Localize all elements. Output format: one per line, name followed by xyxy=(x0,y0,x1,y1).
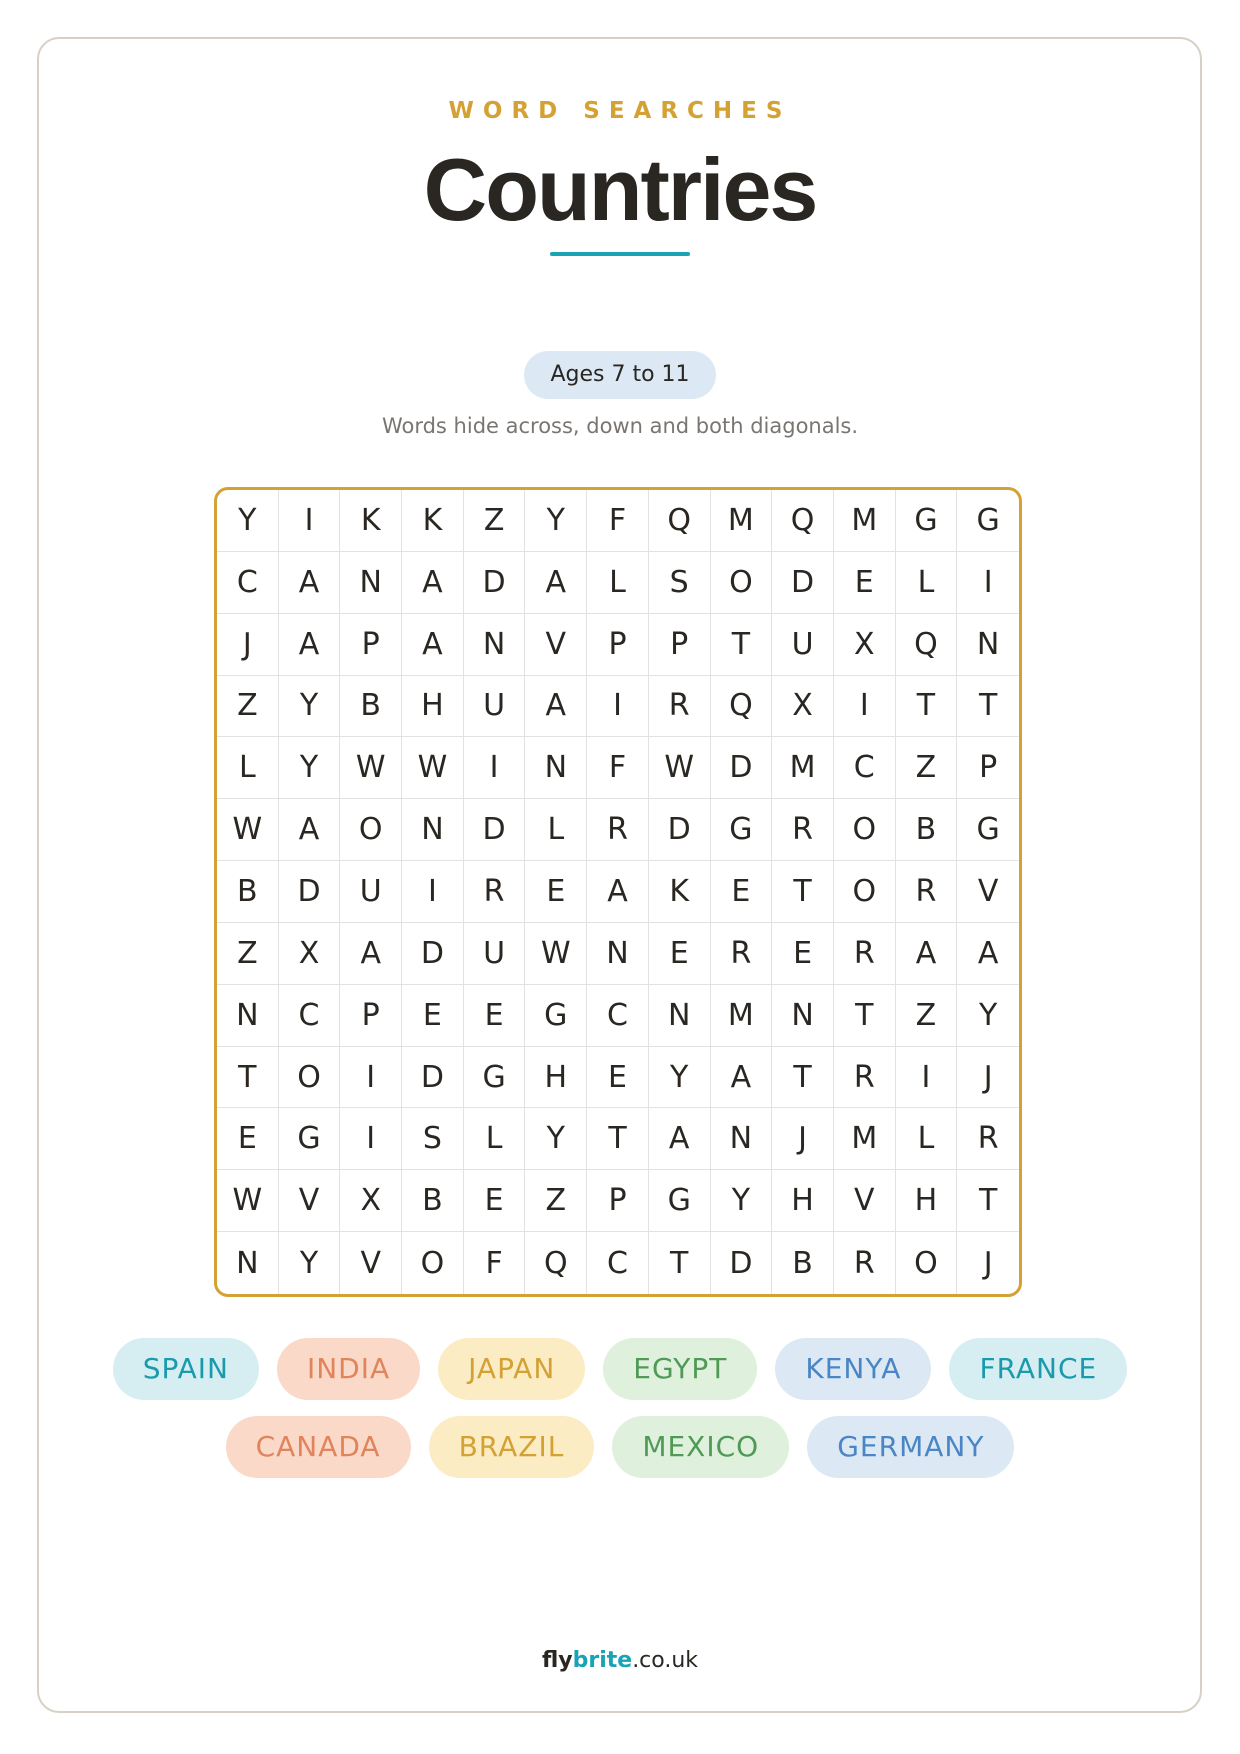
grid-cell[interactable]: L xyxy=(217,737,279,799)
grid-cell[interactable]: Y xyxy=(279,676,341,738)
grid-cell[interactable]: C xyxy=(217,552,279,614)
grid-cell[interactable]: N xyxy=(217,1232,279,1294)
grid-cell[interactable]: W xyxy=(525,923,587,985)
grid-cell[interactable]: D xyxy=(402,923,464,985)
grid-cell[interactable]: A xyxy=(279,552,341,614)
grid-cell[interactable]: G xyxy=(649,1170,711,1232)
grid-cell[interactable]: T xyxy=(957,1170,1019,1232)
grid-cell[interactable]: P xyxy=(957,737,1019,799)
grid-cell[interactable]: V xyxy=(957,861,1019,923)
word-search-grid-frame xyxy=(214,487,1022,1297)
grid-cell[interactable]: V xyxy=(340,1232,402,1294)
grid-cell[interactable]: M xyxy=(834,490,896,552)
grid-cell[interactable]: D xyxy=(649,799,711,861)
grid-cell[interactable]: D xyxy=(402,1047,464,1109)
grid-cell[interactable]: O xyxy=(340,799,402,861)
grid-cell[interactable]: W xyxy=(649,737,711,799)
grid-cell[interactable]: R xyxy=(957,1108,1019,1170)
grid-cell[interactable]: Y xyxy=(217,490,279,552)
grid-cell[interactable]: Q xyxy=(896,614,958,676)
grid-cell[interactable]: F xyxy=(587,737,649,799)
grid-cell[interactable]: Y xyxy=(279,1232,341,1294)
grid-cell[interactable]: G xyxy=(957,799,1019,861)
grid-cell[interactable]: Z xyxy=(896,985,958,1047)
grid-cell[interactable]: E xyxy=(711,861,773,923)
grid-cell[interactable]: R xyxy=(587,799,649,861)
grid-cell[interactable]: P xyxy=(340,614,402,676)
grid-cell[interactable]: E xyxy=(525,861,587,923)
instructions-text: Words hide across, down and both diagonals. xyxy=(381,414,859,438)
grid-cell[interactable]: V xyxy=(834,1170,896,1232)
grid-cell[interactable]: T xyxy=(649,1232,711,1294)
grid-cell[interactable]: S xyxy=(649,552,711,614)
grid-cell[interactable]: T xyxy=(834,985,896,1047)
grid-cell[interactable]: D xyxy=(772,552,834,614)
grid-cell[interactable]: Y xyxy=(525,490,587,552)
word-list xyxy=(100,1338,1140,1478)
grid-cell[interactable]: Q xyxy=(525,1232,587,1294)
grid-cell[interactable]: T xyxy=(957,676,1019,738)
grid-cell[interactable]: K xyxy=(402,490,464,552)
grid-cell[interactable]: P xyxy=(649,614,711,676)
word-chip-canada: CANADA xyxy=(226,1416,411,1478)
grid-cell[interactable]: R xyxy=(649,676,711,738)
grid-cell[interactable]: E xyxy=(587,1047,649,1109)
grid-cell[interactable]: O xyxy=(711,552,773,614)
grid-cell[interactable]: T xyxy=(772,861,834,923)
grid-cell[interactable]: D xyxy=(279,861,341,923)
grid-cell[interactable]: F xyxy=(587,490,649,552)
grid-cell[interactable]: A xyxy=(896,923,958,985)
grid-cell[interactable]: Z xyxy=(217,676,279,738)
grid-cell[interactable]: A xyxy=(402,552,464,614)
grid-cell[interactable]: B xyxy=(772,1232,834,1294)
grid-cell[interactable]: N xyxy=(649,985,711,1047)
grid-cell[interactable]: K xyxy=(340,490,402,552)
grid-cell[interactable]: G xyxy=(525,985,587,1047)
footer-brand xyxy=(0,1648,1240,1673)
grid-cell[interactable]: L xyxy=(525,799,587,861)
word-chip-spain: SPAIN xyxy=(113,1338,259,1400)
grid-cell[interactable]: R xyxy=(834,923,896,985)
grid-cell[interactable]: N xyxy=(402,799,464,861)
grid-cell[interactable]: H xyxy=(402,676,464,738)
grid-cell[interactable]: O xyxy=(834,799,896,861)
grid-cell[interactable]: Y xyxy=(711,1170,773,1232)
grid-cell[interactable]: F xyxy=(464,1232,526,1294)
brand-name-part-1: fly xyxy=(541,1648,573,1673)
grid-cell[interactable]: A xyxy=(525,676,587,738)
grid-cell[interactable]: D xyxy=(464,552,526,614)
grid-cell[interactable]: D xyxy=(711,1232,773,1294)
page-title: Countries xyxy=(423,140,817,239)
grid-cell[interactable]: J xyxy=(957,1047,1019,1109)
grid-cell[interactable]: H xyxy=(896,1170,958,1232)
grid-cell[interactable]: A xyxy=(340,923,402,985)
grid-cell[interactable]: U xyxy=(772,614,834,676)
word-chip-mexico: MEXICO xyxy=(612,1416,789,1478)
word-search-grid xyxy=(217,490,1019,1294)
grid-cell[interactable]: W xyxy=(402,737,464,799)
grid-cell[interactable]: O xyxy=(896,1232,958,1294)
grid-cell[interactable]: B xyxy=(217,861,279,923)
grid-cell[interactable]: A xyxy=(402,614,464,676)
grid-cell[interactable]: G xyxy=(711,799,773,861)
grid-cell[interactable]: H xyxy=(772,1170,834,1232)
grid-cell[interactable]: H xyxy=(525,1047,587,1109)
grid-cell[interactable]: G xyxy=(279,1108,341,1170)
grid-cell[interactable]: L xyxy=(896,552,958,614)
word-chip-japan: JAPAN xyxy=(438,1338,585,1400)
grid-cell[interactable]: P xyxy=(340,985,402,1047)
grid-cell[interactable]: W xyxy=(217,799,279,861)
grid-cell[interactable]: W xyxy=(340,737,402,799)
grid-cell[interactable]: C xyxy=(587,1232,649,1294)
grid-cell[interactable]: M xyxy=(711,985,773,1047)
grid-cell[interactable]: S xyxy=(402,1108,464,1170)
grid-cell[interactable]: R xyxy=(464,861,526,923)
grid-cell[interactable]: Q xyxy=(649,490,711,552)
grid-cell[interactable]: T xyxy=(587,1108,649,1170)
grid-cell[interactable]: N xyxy=(464,614,526,676)
grid-cell[interactable]: T xyxy=(217,1047,279,1109)
grid-cell[interactable]: Y xyxy=(957,985,1019,1047)
grid-cell[interactable]: R xyxy=(834,1047,896,1109)
grid-cell[interactable]: R xyxy=(834,1232,896,1294)
grid-cell[interactable]: Y xyxy=(649,1047,711,1109)
grid-cell[interactable]: E xyxy=(649,923,711,985)
grid-cell[interactable]: C xyxy=(279,985,341,1047)
grid-cell[interactable]: P xyxy=(587,1170,649,1232)
grid-cell[interactable]: C xyxy=(834,737,896,799)
grid-cell[interactable]: A xyxy=(279,614,341,676)
grid-cell[interactable]: X xyxy=(834,614,896,676)
grid-cell[interactable]: B xyxy=(340,676,402,738)
grid-cell[interactable]: K xyxy=(649,861,711,923)
grid-cell[interactable]: D xyxy=(464,799,526,861)
grid-cell[interactable]: A xyxy=(957,923,1019,985)
grid-cell[interactable]: N xyxy=(217,985,279,1047)
grid-cell[interactable]: E xyxy=(834,552,896,614)
grid-cell[interactable]: I xyxy=(587,676,649,738)
grid-cell[interactable]: X xyxy=(340,1170,402,1232)
grid-cell[interactable]: J xyxy=(983,1245,993,1281)
grid-cell[interactable]: G xyxy=(957,490,1019,552)
grid-cell[interactable]: N xyxy=(957,614,1019,676)
grid-cell[interactable]: A xyxy=(587,861,649,923)
grid-cell[interactable]: Q xyxy=(711,676,773,738)
grid-cell[interactable]: V xyxy=(525,614,587,676)
grid-cell[interactable]: C xyxy=(587,985,649,1047)
grid-cell[interactable]: X xyxy=(279,923,341,985)
grid-cell[interactable]: E xyxy=(217,1108,279,1170)
grid-cell[interactable]: L xyxy=(896,1108,958,1170)
grid-cell[interactable]: L xyxy=(464,1108,526,1170)
grid-cell[interactable]: J xyxy=(772,1108,834,1170)
grid-cell[interactable]: N xyxy=(587,923,649,985)
word-chip-brazil: BRAZIL xyxy=(429,1416,595,1478)
word-chip-kenya: KENYA xyxy=(775,1338,931,1400)
word-chip-germany: GERMANY xyxy=(807,1416,1014,1478)
grid-cell[interactable]: D xyxy=(711,737,773,799)
grid-cell[interactable]: M xyxy=(772,737,834,799)
grid-cell[interactable]: L xyxy=(587,552,649,614)
grid-cell[interactable]: A xyxy=(711,1047,773,1109)
grid-cell[interactable]: U xyxy=(464,676,526,738)
grid-cell[interactable]: T xyxy=(772,1047,834,1109)
grid-cell[interactable]: B xyxy=(896,799,958,861)
grid-cell[interactable]: P xyxy=(587,614,649,676)
grid-cell[interactable]: Q xyxy=(772,490,834,552)
grid-cell[interactable]: E xyxy=(772,923,834,985)
grid-cell[interactable]: B xyxy=(402,1170,464,1232)
grid-cell[interactable]: I xyxy=(957,552,1019,614)
age-range-badge: Ages 7 to 11 xyxy=(524,351,716,399)
grid-cell[interactable]: E xyxy=(402,985,464,1047)
grid-cell[interactable]: I xyxy=(340,1047,402,1109)
grid-cell[interactable]: N xyxy=(711,1108,773,1170)
grid-cell[interactable]: I xyxy=(464,737,526,799)
brand-name-part-2: brite xyxy=(572,1648,633,1673)
grid-cell[interactable]: R xyxy=(772,799,834,861)
section-eyebrow: WORD SEARCHES xyxy=(448,98,792,124)
grid-cell[interactable]: M xyxy=(711,490,773,552)
grid-cell[interactable]: A xyxy=(525,552,587,614)
grid-cell[interactable]: Z xyxy=(896,737,958,799)
grid-cell[interactable]: O xyxy=(834,861,896,923)
grid-cell[interactable]: Z xyxy=(217,923,279,985)
grid-cell[interactable]: X xyxy=(772,676,834,738)
grid-cell[interactable]: A xyxy=(279,799,341,861)
grid-cell[interactable]: I xyxy=(402,861,464,923)
grid-cell[interactable]: N xyxy=(340,552,402,614)
grid-cell[interactable]: R xyxy=(711,923,773,985)
word-chip-india: INDIA xyxy=(277,1338,420,1400)
grid-cell[interactable]: G xyxy=(464,1047,526,1109)
grid-cell[interactable]: T xyxy=(711,614,773,676)
grid-cell[interactable]: O xyxy=(402,1232,464,1294)
grid-cell[interactable]: T xyxy=(896,676,958,738)
grid-cell[interactable]: Z xyxy=(525,1170,587,1232)
title-underline xyxy=(550,252,690,256)
grid-cell[interactable]: V xyxy=(279,1170,341,1232)
grid-cell[interactable]: I xyxy=(896,1047,958,1109)
grid-cell[interactable]: Z xyxy=(464,490,526,552)
grid-cell[interactable]: G xyxy=(896,490,958,552)
word-chip-france: FRANCE xyxy=(949,1338,1127,1400)
grid-cell[interactable]: N xyxy=(525,737,587,799)
grid-cell[interactable]: I xyxy=(279,490,341,552)
grid-cell[interactable]: I xyxy=(834,676,896,738)
grid-cell[interactable]: O xyxy=(279,1047,341,1109)
grid-cell[interactable]: R xyxy=(896,861,958,923)
grid-cell[interactable]: E xyxy=(464,985,526,1047)
grid-cell[interactable]: Y xyxy=(279,737,341,799)
brand-domain: .co.uk xyxy=(632,1648,699,1673)
word-chip-egypt: EGYPT xyxy=(603,1338,757,1400)
grid-cell[interactable]: J xyxy=(217,614,279,676)
grid-cell[interactable]: E xyxy=(464,1170,526,1232)
grid-cell[interactable]: M xyxy=(834,1108,896,1170)
grid-cell[interactable]: A xyxy=(649,1108,711,1170)
grid-cell[interactable]: W xyxy=(217,1170,279,1232)
grid-cell[interactable]: N xyxy=(772,985,834,1047)
grid-cell[interactable]: I xyxy=(340,1108,402,1170)
grid-cell[interactable]: U xyxy=(340,861,402,923)
grid-cell[interactable]: U xyxy=(464,923,526,985)
grid-cell[interactable]: Y xyxy=(525,1108,587,1170)
